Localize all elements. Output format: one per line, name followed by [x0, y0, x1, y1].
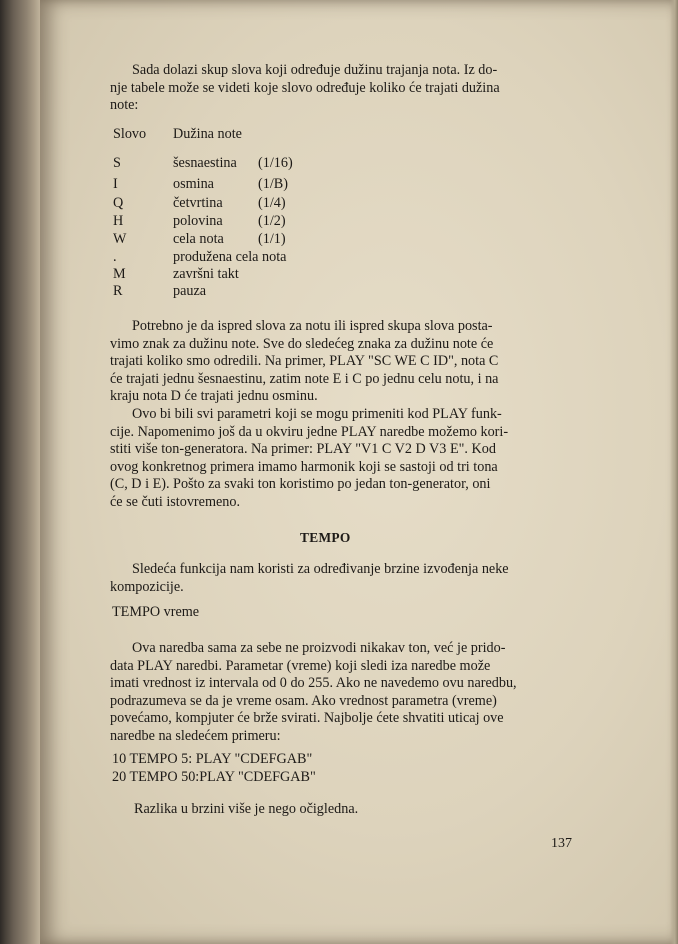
paragraph-line: naredbe na sledećem primeru: — [110, 727, 281, 744]
paragraph-line: će se čuti istovremeno. — [110, 493, 241, 510]
paragraph-line: Ova naredba sama za sebe ne proizvodi nikakav ton, već je prido- — [132, 640, 506, 656]
page-edge — [670, 0, 678, 944]
paragraph-tone-generators — [110, 406, 586, 512]
table-meaning: cela nota — [173, 231, 224, 247]
table-fraction: (1/4) — [258, 195, 286, 211]
code-line: 10 TEMPO 5: PLAY "CDEFGAB" — [112, 751, 313, 767]
table-fraction: (1/B) — [258, 176, 288, 192]
paragraph-line: Ovo bi bili svi parametri koji se mogu primeniti kod PLAY funk- — [132, 406, 502, 422]
paragraph-line: Potrebno je da ispred slova za notu ili ispred skupa slova posta- — [132, 318, 493, 334]
table-meaning: polovina — [173, 213, 223, 229]
table-meaning: završni takt — [173, 266, 239, 282]
table-letter: R — [113, 283, 123, 299]
paragraph-tempo-intro — [110, 561, 586, 596]
table-fraction: (1/16) — [258, 155, 293, 171]
table-letter: H — [113, 213, 124, 229]
table-header-meaning: Dužina note — [173, 126, 242, 142]
table-fraction: (1/2) — [258, 213, 286, 229]
section-heading: TEMPO — [300, 530, 351, 545]
paragraph-line: povećamo, kompjuter će brže svirati. Najbolje ćete shvatiti uticaj ove — [110, 710, 504, 727]
paragraph-line: će trajati jednu šesnaestinu, zatim note E i C po jednu celu notu, i na — [110, 370, 499, 387]
intro-line: Sada dolazi skup slova koji određuje dužinu trajanja nota. Iz do- — [132, 62, 498, 78]
paragraph-line: podrazumeva se da je vreme osam. Ako vrednost parametra (vreme) — [110, 692, 497, 709]
table-letter: . — [113, 249, 117, 265]
paragraph-line: stiti više ton-generatora. Na primer: PLAY "V1 C V2 D V3 E". Kod — [110, 441, 496, 458]
table-letter: W — [113, 231, 127, 247]
closing-sentence: Razlika u brzini više je nego očigledna. — [134, 801, 359, 817]
paragraph-note-duration — [110, 318, 586, 406]
tempo-syntax: TEMPO vreme — [112, 604, 200, 620]
paragraph-line: cije. Napomenimo još da u okviru jedne PLAY naredbe možemo kori- — [110, 423, 509, 440]
table-meaning: osmina — [173, 176, 214, 192]
intro-line: note: — [110, 97, 139, 114]
table-meaning: produžena cela nota — [173, 249, 287, 265]
paragraph-line: trajati koliko smo odredili. Na primer, PLAY "SC WE C ID", nota C — [110, 353, 499, 370]
paragraph-line: data PLAY naredbi. Parametar (vreme) koji sledi iza naredbe može — [110, 657, 491, 674]
table-header-letter: Slovo — [113, 126, 147, 142]
table-letter: S — [113, 155, 121, 171]
intro-line: nje tabele može se videti koje slovo određuje koliko će trajati dužina — [110, 79, 500, 96]
table-meaning: šesnaestina — [173, 155, 237, 171]
table-letter: M — [113, 266, 126, 282]
page-number: 137 — [551, 836, 572, 851]
paragraph-line: ovog konkretnog primera imamo harmonik koji se sastoji od tri tona — [110, 458, 498, 475]
table-letter: I — [113, 176, 118, 192]
paragraph-line: vimo znak za dužinu note. Sve do sledećeg znaka za dužinu note će — [110, 335, 494, 352]
paragraph-line: imati vrednost iz intervala od 0 do 255. Ako ne navedemo ovu naredbu, — [110, 675, 517, 692]
intro-paragraph — [110, 62, 586, 115]
table-meaning: četvrtina — [173, 195, 223, 211]
paragraph-line: kraju nota D će trajati jednu osminu. — [110, 388, 318, 405]
table-meaning: pauza — [173, 283, 207, 299]
paragraph-line: kompozicije. — [110, 578, 184, 595]
paragraph-line: (C, D i E). Pošto za svaki ton koristimo po jedan ton-generator, oni — [110, 476, 491, 493]
paragraph-tempo-description — [110, 640, 586, 746]
table-fraction: (1/1) — [258, 231, 286, 247]
table-letter: Q — [113, 195, 124, 211]
paragraph-line: Sledeća funkcija nam koristi za određivanje brzine izvođenja neke — [132, 561, 509, 577]
code-line: 20 TEMPO 50:PLAY "CDEFGAB" — [112, 769, 316, 785]
